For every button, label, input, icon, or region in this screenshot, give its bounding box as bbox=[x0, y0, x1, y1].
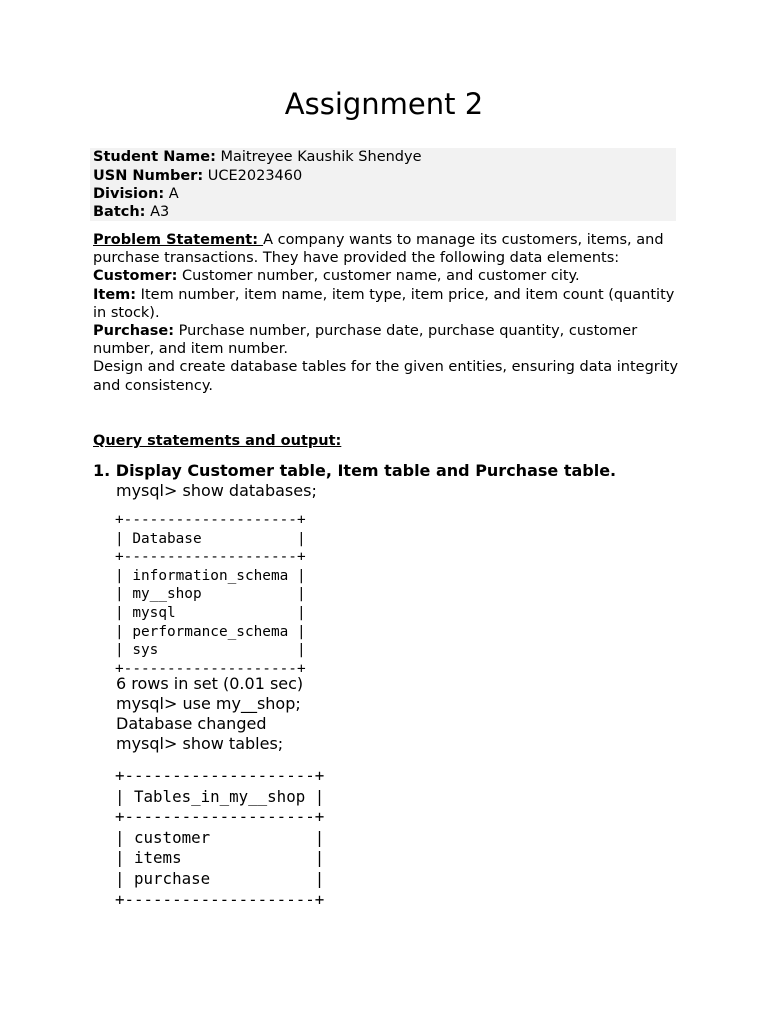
student-name-line bbox=[93, 148, 422, 166]
customer-text: Customer number, customer name, and customer city. bbox=[177, 268, 580, 285]
databases-output-table: +--------------------+ | Database | +--------------------+ | information_schema | | my__shop | | mysql | | performance_schema | | sys | +--------------------+ bbox=[115, 512, 306, 677]
student-name-label: Student Name: bbox=[93, 149, 216, 165]
usn-value: UCE2023460 bbox=[203, 167, 303, 184]
item-paragraph bbox=[93, 286, 683, 322]
problem-intro-text: A company wants to manage its customers, items, and purchase transactions. They have provided the following data elements: bbox=[93, 232, 664, 267]
usn-label: USN Number: bbox=[93, 167, 204, 184]
problem-statement-label: Problem Statement: bbox=[93, 232, 264, 248]
query-section-heading: Query statements and output: bbox=[93, 433, 342, 449]
rows-in-set-text: 6 rows in set (0.01 sec) bbox=[116, 674, 304, 693]
database-changed-text: Database changed bbox=[116, 714, 267, 733]
question-1-heading: 1. Display Customer table, Item table and Purchase table. bbox=[93, 461, 617, 480]
item-text: Item number, item name, item type, item price, and item count (quantity in stock). bbox=[93, 286, 675, 321]
customer-paragraph bbox=[93, 267, 683, 285]
student-name-value: Maitreyee Kaushik Shendye bbox=[215, 149, 422, 165]
page-title: Assignment 2 bbox=[284, 87, 484, 121]
problem-statement bbox=[93, 231, 683, 395]
division-line bbox=[93, 185, 179, 203]
tables-output-table: +--------------------+ | Tables_in_my__shop | +--------------------+ | customer | | items | | purchase | +--------------------+ bbox=[115, 766, 325, 909]
purchase-text: Purchase number, purchase date, purchase quantity, customer number, and item number. bbox=[93, 323, 638, 358]
problem-intro-paragraph bbox=[93, 231, 683, 267]
usn-line bbox=[93, 167, 302, 185]
division-value: A bbox=[164, 186, 179, 202]
design-paragraph: Design and create database tables for the given entities, ensuring data integrity and consistency. bbox=[93, 359, 679, 394]
customer-label: Customer: bbox=[93, 268, 178, 285]
purchase-paragraph bbox=[93, 322, 683, 358]
purchase-label: Purchase: bbox=[93, 323, 175, 340]
batch-label: Batch: bbox=[93, 204, 146, 220]
item-label: Item: bbox=[93, 286, 137, 303]
show-tables-command: mysql> show tables; bbox=[116, 734, 284, 753]
show-databases-command: mysql> show databases; bbox=[116, 481, 317, 500]
division-label: Division: bbox=[93, 186, 165, 202]
batch-value: A3 bbox=[145, 204, 170, 220]
batch-line bbox=[93, 203, 169, 221]
use-database-command: mysql> use my__shop; bbox=[116, 694, 301, 713]
